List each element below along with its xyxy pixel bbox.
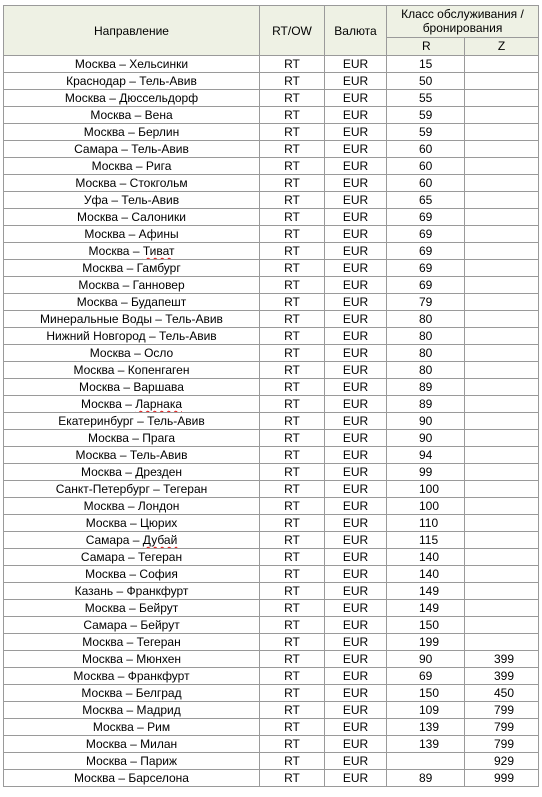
table-row [4,345,539,362]
table-row [4,719,539,736]
currency-cell: EUR [325,413,387,430]
direction-cell: Москва – Бейрут [4,600,260,617]
class-z-cell [465,600,539,617]
class-r-cell: 99 [387,464,465,481]
table-row [4,617,539,634]
currency-cell: EUR [325,634,387,651]
currency-cell: EUR [325,209,387,226]
rtow-cell: RT [260,396,325,413]
table-row [4,498,539,515]
class-r-cell: 100 [387,498,465,515]
rtow-cell: RT [260,73,325,90]
currency-cell: EUR [325,583,387,600]
table-row [4,226,539,243]
direction-cell: Москва – Варшава [4,379,260,396]
currency-cell: EUR [325,651,387,668]
class-r-cell: 149 [387,583,465,600]
direction-cell: Москва – Гамбург [4,260,260,277]
direction-cell: Москва – Осло [4,345,260,362]
class-r-cell: 15 [387,56,465,73]
class-z-cell [465,566,539,583]
direction-cell: Москва – Дюссельдорф [4,90,260,107]
direction-cell: Казань – Франкфурт [4,583,260,600]
class-z-cell [465,175,539,192]
direction-cell: Самара – Бейрут [4,617,260,634]
currency-cell: EUR [325,379,387,396]
rtow-cell: RT [260,634,325,651]
class-z-cell [465,481,539,498]
currency-cell: EUR [325,345,387,362]
currency-cell: EUR [325,702,387,719]
direction-cell: Москва – Тиват [4,243,260,260]
rtow-cell: RT [260,413,325,430]
table-row [4,260,539,277]
rtow-cell: RT [260,175,325,192]
class-r-cell: 90 [387,413,465,430]
rtow-cell: RT [260,243,325,260]
direction-cell: Москва – Стокгольм [4,175,260,192]
class-r-cell [387,753,465,770]
table-row [4,158,539,175]
fares-table [3,5,539,787]
rtow-cell: RT [260,328,325,345]
table-row [4,90,539,107]
table-row [4,634,539,651]
direction-cell: Москва – Париж [4,753,260,770]
direction-cell: Москва – Берлин [4,124,260,141]
class-z-cell [465,73,539,90]
class-r-cell: 65 [387,192,465,209]
class-z-cell [465,362,539,379]
rtow-cell: RT [260,158,325,175]
currency-cell: EUR [325,107,387,124]
rtow-cell: RT [260,685,325,702]
class-r-cell: 150 [387,685,465,702]
rtow-cell: RT [260,719,325,736]
class-r-cell: 90 [387,651,465,668]
currency-cell: EUR [325,464,387,481]
rtow-cell: RT [260,770,325,787]
class-r-cell: 140 [387,549,465,566]
class-z-cell: 799 [465,702,539,719]
direction-cell: Москва – Тегеран [4,634,260,651]
table-row [4,481,539,498]
rtow-cell: RT [260,447,325,464]
direction-cell: Краснодар – Тель-Авив [4,73,260,90]
class-r-cell: 109 [387,702,465,719]
table-row [4,566,539,583]
class-r-cell: 100 [387,481,465,498]
direction-cell: Москва – Мюнхен [4,651,260,668]
class-z-cell [465,498,539,515]
table-row [4,175,539,192]
fare-rows [4,56,539,787]
rtow-cell: RT [260,311,325,328]
currency-cell: EUR [325,770,387,787]
rtow-cell: RT [260,226,325,243]
currency-cell: EUR [325,719,387,736]
class-r-cell: 94 [387,447,465,464]
header-direction: Направление [4,6,260,56]
currency-cell: EUR [325,362,387,379]
spellcheck-underline: Ларнака [135,397,183,411]
currency-cell: EUR [325,175,387,192]
class-r-cell: 59 [387,124,465,141]
direction-cell: Москва – Рим [4,719,260,736]
currency-cell: EUR [325,277,387,294]
rtow-cell: RT [260,345,325,362]
table-row [4,362,539,379]
direction-cell: Уфа – Тель-Авив [4,192,260,209]
direction-cell: Самара – Дубай [4,532,260,549]
rtow-cell: RT [260,600,325,617]
class-z-cell [465,634,539,651]
currency-cell: EUR [325,617,387,634]
class-z-cell [465,209,539,226]
header-service-class: Класс обслуживания / бронирования [387,6,539,38]
currency-cell: EUR [325,515,387,532]
table-row [4,532,539,549]
class-z-cell: 450 [465,685,539,702]
class-r-cell: 50 [387,73,465,90]
class-z-cell [465,396,539,413]
currency-cell: EUR [325,668,387,685]
table-row [4,770,539,787]
class-r-cell: 139 [387,719,465,736]
currency-cell: EUR [325,753,387,770]
table-row [4,447,539,464]
rtow-cell: RT [260,362,325,379]
currency-cell: EUR [325,90,387,107]
currency-cell: EUR [325,430,387,447]
direction-cell: Москва – Франкфурт [4,668,260,685]
class-z-cell [465,311,539,328]
class-r-cell: 80 [387,311,465,328]
class-z-cell [465,294,539,311]
direction-cell: Самара – Тель-Авив [4,141,260,158]
table-row [4,124,539,141]
class-r-cell: 150 [387,617,465,634]
rtow-cell: RT [260,277,325,294]
class-r-cell: 149 [387,600,465,617]
currency-cell: EUR [325,685,387,702]
currency-cell: EUR [325,447,387,464]
currency-cell: EUR [325,532,387,549]
rtow-cell: RT [260,107,325,124]
class-z-cell [465,226,539,243]
table-row [4,651,539,668]
class-r-cell: 69 [387,277,465,294]
direction-cell: Москва – Тель-Авив [4,447,260,464]
class-r-cell: 140 [387,566,465,583]
rtow-cell: RT [260,294,325,311]
class-z-cell: 399 [465,651,539,668]
class-r-cell: 199 [387,634,465,651]
direction-cell: Москва – Прага [4,430,260,447]
class-z-cell: 999 [465,770,539,787]
class-z-cell [465,90,539,107]
table-row [4,396,539,413]
direction-cell: Москва – Рига [4,158,260,175]
class-r-cell: 89 [387,379,465,396]
class-r-cell: 80 [387,362,465,379]
class-z-cell [465,532,539,549]
table-row [4,753,539,770]
currency-cell: EUR [325,600,387,617]
class-z-cell [465,243,539,260]
rtow-cell: RT [260,651,325,668]
header-class-r: R [387,37,465,55]
class-z-cell [465,447,539,464]
direction-cell: Екатеринбург – Тель-Авив [4,413,260,430]
class-r-cell: 80 [387,345,465,362]
table-row [4,668,539,685]
rtow-cell: RT [260,124,325,141]
direction-cell: Москва – София [4,566,260,583]
spellcheck-underline: Дубай [142,533,178,547]
currency-cell: EUR [325,56,387,73]
class-z-cell [465,379,539,396]
table-row [4,413,539,430]
table-row [4,328,539,345]
class-z-cell [465,583,539,600]
class-z-cell [465,277,539,294]
direction-cell: Москва – Дрезден [4,464,260,481]
currency-cell: EUR [325,328,387,345]
table-row [4,192,539,209]
rtow-cell: RT [260,141,325,158]
class-r-cell: 89 [387,770,465,787]
currency-cell: EUR [325,124,387,141]
direction-cell: Москва – Ганновер [4,277,260,294]
currency-cell: EUR [325,498,387,515]
table-row [4,141,539,158]
direction-cell: Москва – Милан [4,736,260,753]
rtow-cell: RT [260,379,325,396]
currency-cell: EUR [325,566,387,583]
currency-cell: EUR [325,243,387,260]
class-r-cell: 55 [387,90,465,107]
class-z-cell [465,515,539,532]
direction-cell: Санкт-Петербург – Тегеран [4,481,260,498]
class-z-cell [465,430,539,447]
table-row [4,56,539,73]
rtow-cell: RT [260,583,325,600]
currency-cell: EUR [325,192,387,209]
direction-cell: Москва – Белград [4,685,260,702]
class-r-cell: 69 [387,243,465,260]
table-row [4,515,539,532]
table-row [4,549,539,566]
currency-cell: EUR [325,736,387,753]
class-z-cell [465,328,539,345]
table-row [4,311,539,328]
direction-cell: Москва – Лондон [4,498,260,515]
table-row [4,294,539,311]
rtow-cell: RT [260,260,325,277]
class-z-cell [465,158,539,175]
class-r-cell: 79 [387,294,465,311]
rtow-cell: RT [260,498,325,515]
class-z-cell [465,345,539,362]
currency-cell: EUR [325,226,387,243]
table-row [4,73,539,90]
direction-cell: Москва – Мадрид [4,702,260,719]
rtow-cell: RT [260,736,325,753]
direction-cell: Москва – Барселона [4,770,260,787]
rtow-cell: RT [260,617,325,634]
table-row [4,243,539,260]
class-r-cell: 115 [387,532,465,549]
direction-cell: Москва – Копенгаген [4,362,260,379]
class-z-cell [465,56,539,73]
rtow-cell: RT [260,481,325,498]
direction-cell: Москва – Будапешт [4,294,260,311]
currency-cell: EUR [325,311,387,328]
direction-cell: Самара – Тегеран [4,549,260,566]
rtow-cell: RT [260,668,325,685]
currency-cell: EUR [325,481,387,498]
table-row [4,600,539,617]
currency-cell: EUR [325,396,387,413]
table-row [4,702,539,719]
rtow-cell: RT [260,464,325,481]
class-r-cell: 139 [387,736,465,753]
table-row [4,583,539,600]
currency-cell: EUR [325,73,387,90]
class-z-cell [465,124,539,141]
rtow-cell: RT [260,56,325,73]
table-row [4,430,539,447]
rtow-cell: RT [260,209,325,226]
table-row [4,379,539,396]
class-z-cell [465,549,539,566]
table-row [4,736,539,753]
class-r-cell: 69 [387,668,465,685]
table-row [4,464,539,481]
direction-cell: Москва – Ларнака [4,396,260,413]
class-z-cell [465,413,539,430]
class-r-cell: 90 [387,430,465,447]
rtow-cell: RT [260,192,325,209]
class-r-cell: 110 [387,515,465,532]
rtow-cell: RT [260,532,325,549]
class-r-cell: 60 [387,158,465,175]
currency-cell: EUR [325,294,387,311]
rtow-cell: RT [260,753,325,770]
currency-cell: EUR [325,549,387,566]
class-z-cell [465,192,539,209]
direction-cell: Минеральные Воды – Тель-Авив [4,311,260,328]
class-z-cell: 929 [465,753,539,770]
class-r-cell: 59 [387,107,465,124]
class-z-cell [465,141,539,158]
class-r-cell: 69 [387,226,465,243]
rtow-cell: RT [260,549,325,566]
class-z-cell [465,260,539,277]
table-row [4,107,539,124]
class-z-cell: 799 [465,736,539,753]
direction-cell: Москва – Салоники [4,209,260,226]
header-rtow: RT/OW [260,6,325,56]
table-row [4,685,539,702]
currency-cell: EUR [325,260,387,277]
class-z-cell [465,617,539,634]
rtow-cell: RT [260,90,325,107]
rtow-cell: RT [260,430,325,447]
class-z-cell [465,464,539,481]
rtow-cell: RT [260,702,325,719]
rtow-cell: RT [260,566,325,583]
direction-cell: Москва – Хельсинки [4,56,260,73]
class-r-cell: 80 [387,328,465,345]
class-r-cell: 69 [387,260,465,277]
direction-cell: Нижний Новгород – Тель-Авив [4,328,260,345]
class-z-cell [465,107,539,124]
direction-cell: Москва – Цюрих [4,515,260,532]
class-z-cell: 799 [465,719,539,736]
table-row [4,209,539,226]
currency-cell: EUR [325,141,387,158]
class-z-cell: 399 [465,668,539,685]
table-row [4,277,539,294]
class-r-cell: 89 [387,396,465,413]
rtow-cell: RT [260,515,325,532]
class-r-cell: 69 [387,209,465,226]
currency-cell: EUR [325,158,387,175]
header-currency: Валюта [325,6,387,56]
spellcheck-underline: Тиват [142,244,175,258]
direction-cell: Москва – Афины [4,226,260,243]
class-r-cell: 60 [387,175,465,192]
direction-cell: Москва – Вена [4,107,260,124]
class-r-cell: 60 [387,141,465,158]
header-class-z: Z [465,37,539,55]
